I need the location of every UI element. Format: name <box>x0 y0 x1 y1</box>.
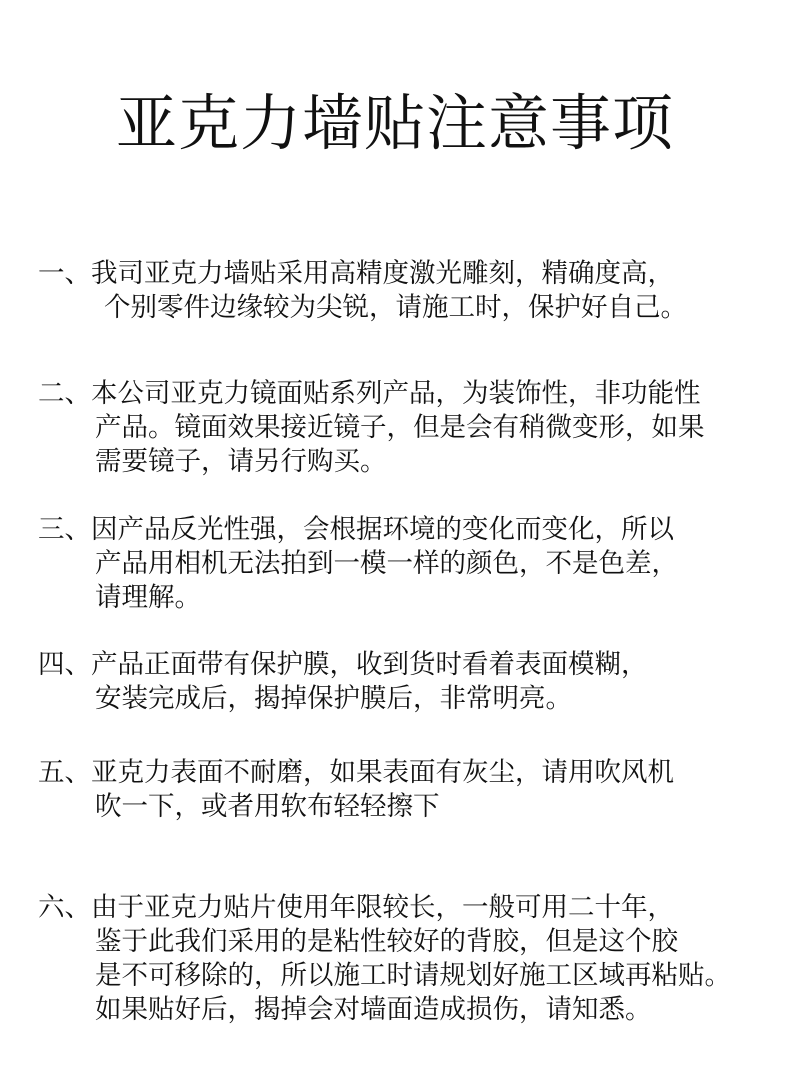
note-line: 五、亚克力表面不耐磨，如果表面有灰尘，请用吹风机 <box>38 757 674 788</box>
note-line: 六、由于亚克力贴片使用年限较长，一般可用二十年， <box>38 892 674 923</box>
note-line: 请理解。 <box>95 582 201 613</box>
note-line: 产品用相机无法拍到一模一样的颜色，不是色差， <box>95 548 678 579</box>
note-line: 是不可移除的，所以施工时请规划好施工区域再粘贴。 <box>95 960 731 991</box>
note-line: 四、产品正面带有保护膜，收到货时看着表面模糊， <box>38 649 648 680</box>
note-1 <box>38 257 783 325</box>
note-line: 吹一下，或者用软布轻轻擦下 <box>95 791 440 822</box>
note-2 <box>38 377 783 479</box>
note-line: 安装完成后，揭掉保护膜后，非常明亮。 <box>95 683 572 714</box>
note-6 <box>38 891 783 1027</box>
note-line: 如果贴好后，揭掉会对墙面造成损伤，请知悉。 <box>95 994 652 1025</box>
note-3 <box>38 513 783 615</box>
page-title: 亚克力墙贴注意事项 <box>115 88 674 159</box>
note-line: 鉴于此我们采用的是粘性较好的背胶，但是这个胶 <box>95 926 678 957</box>
note-line: 三、因产品反光性强，会根据环境的变化而变化，所以 <box>38 514 674 545</box>
note-line: 个别零件边缘较为尖锐，请施工时，保护好自己。 <box>104 292 687 323</box>
note-line: 一、我司亚克力墙贴采用高精度激光雕刻，精确度高， <box>38 258 674 289</box>
note-line: 产品。镜面效果接近镜子，但是会有稍微变形，如果 <box>95 412 705 443</box>
note-line: 需要镜子，请另行购买。 <box>95 446 387 477</box>
note-line: 二、本公司亚克力镜面贴系列产品，为装饰性，非功能性 <box>38 378 701 409</box>
note-4 <box>38 648 783 716</box>
note-5 <box>38 756 783 824</box>
